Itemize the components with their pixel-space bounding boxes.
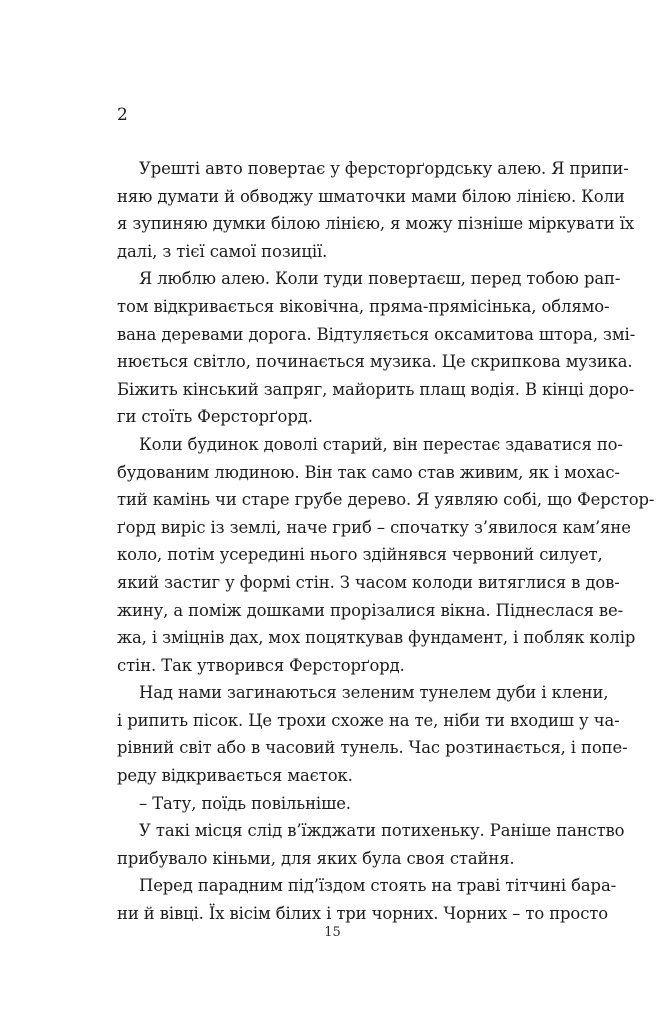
paragraph (117, 872, 617, 927)
paragraph (117, 155, 635, 265)
page-number: 15 (324, 925, 341, 940)
paragraph (117, 265, 636, 431)
paragraph (117, 431, 655, 679)
paragraph (117, 817, 625, 872)
chapter-number: 2 (117, 105, 128, 125)
text-line: – Тату, поїдь повільніше. (139, 793, 351, 813)
text-line: жину, а поміж дошками прорізалися вікна. Піднеслася ве- (117, 600, 624, 620)
text-line: будованим людиною. Він так само став живим, як і мохас- (117, 462, 620, 482)
text-line: том відкривається віковічна, пряма-прямісінька, облямо- (117, 296, 610, 316)
text-line: вана деревами дорога. Відтуляється оксамитова штора, змі- (117, 324, 636, 344)
text-line: я зупиняю думки білою лінією, я можу пізніше міркувати їх (117, 214, 635, 234)
text-line: Біжить кінський запряг, майорить плащ водія. В кінці доро- (117, 379, 635, 399)
text-line: тий камінь чи старе грубе дерево. Я уявляю собі, що Ферстор- (117, 490, 655, 510)
text-line: Урешті авто повертає у ферсторґордську алею. Я припи- (139, 159, 629, 178)
text-line: далі, з тієї самої позиції. (117, 241, 328, 261)
paragraph (117, 679, 628, 789)
body-text (117, 155, 655, 928)
text-line: який застиг у формі стін. З часом колоди витяглися в дов- (117, 572, 620, 592)
paragraph (117, 790, 589, 818)
text-line: коло, потім усередині нього здійнявся червоний силует, (117, 545, 603, 565)
text-line: жа, і зміцнів дах, мох поцяткував фундамент, і побляк колір (117, 628, 636, 648)
text-line: Коли будинок доволі старий, він перестає здаватися по- (139, 434, 623, 454)
text-line: ни й вівці. Їх вісім білих і три чорних. Чорних – то просто (117, 904, 609, 924)
text-line: У такі місця слід в’їжджати потихеньку. Раніше панство (139, 821, 625, 841)
text-line: Я люблю алею. Коли туди повертаєш, перед тобою рап- (139, 269, 621, 289)
text-line: реду відкривається маєток. (117, 766, 353, 786)
text-line: і рипить пісок. Це трохи схоже на те, ніби ти входиш у ча- (117, 710, 620, 730)
text-line: нюється світло, починається музика. Це скрипкова музика. (117, 352, 633, 372)
text-line: прибувало кіньми, для яких була своя стайня. (117, 848, 515, 868)
text-line: ґорд виріс із землі, наче гриб – спочатку з’явилося кам’яне (117, 517, 631, 537)
text-line: рівний світ або в часовий тунель. Час розтинається, і попе- (117, 738, 628, 758)
text-line: няю думати й обводжу шматочки мами білою лінією. Коли (117, 186, 625, 206)
text-line: Над нами загинаються зеленим тунелем дуби і клени, (139, 683, 609, 703)
text-line: стін. Так утворився Ферсторґорд. (117, 655, 405, 675)
text-line: ги стоїть Ферсторґорд. (117, 407, 313, 427)
text-line: Перед парадним під’їздом стоять на траві тітчині бара- (139, 876, 617, 896)
